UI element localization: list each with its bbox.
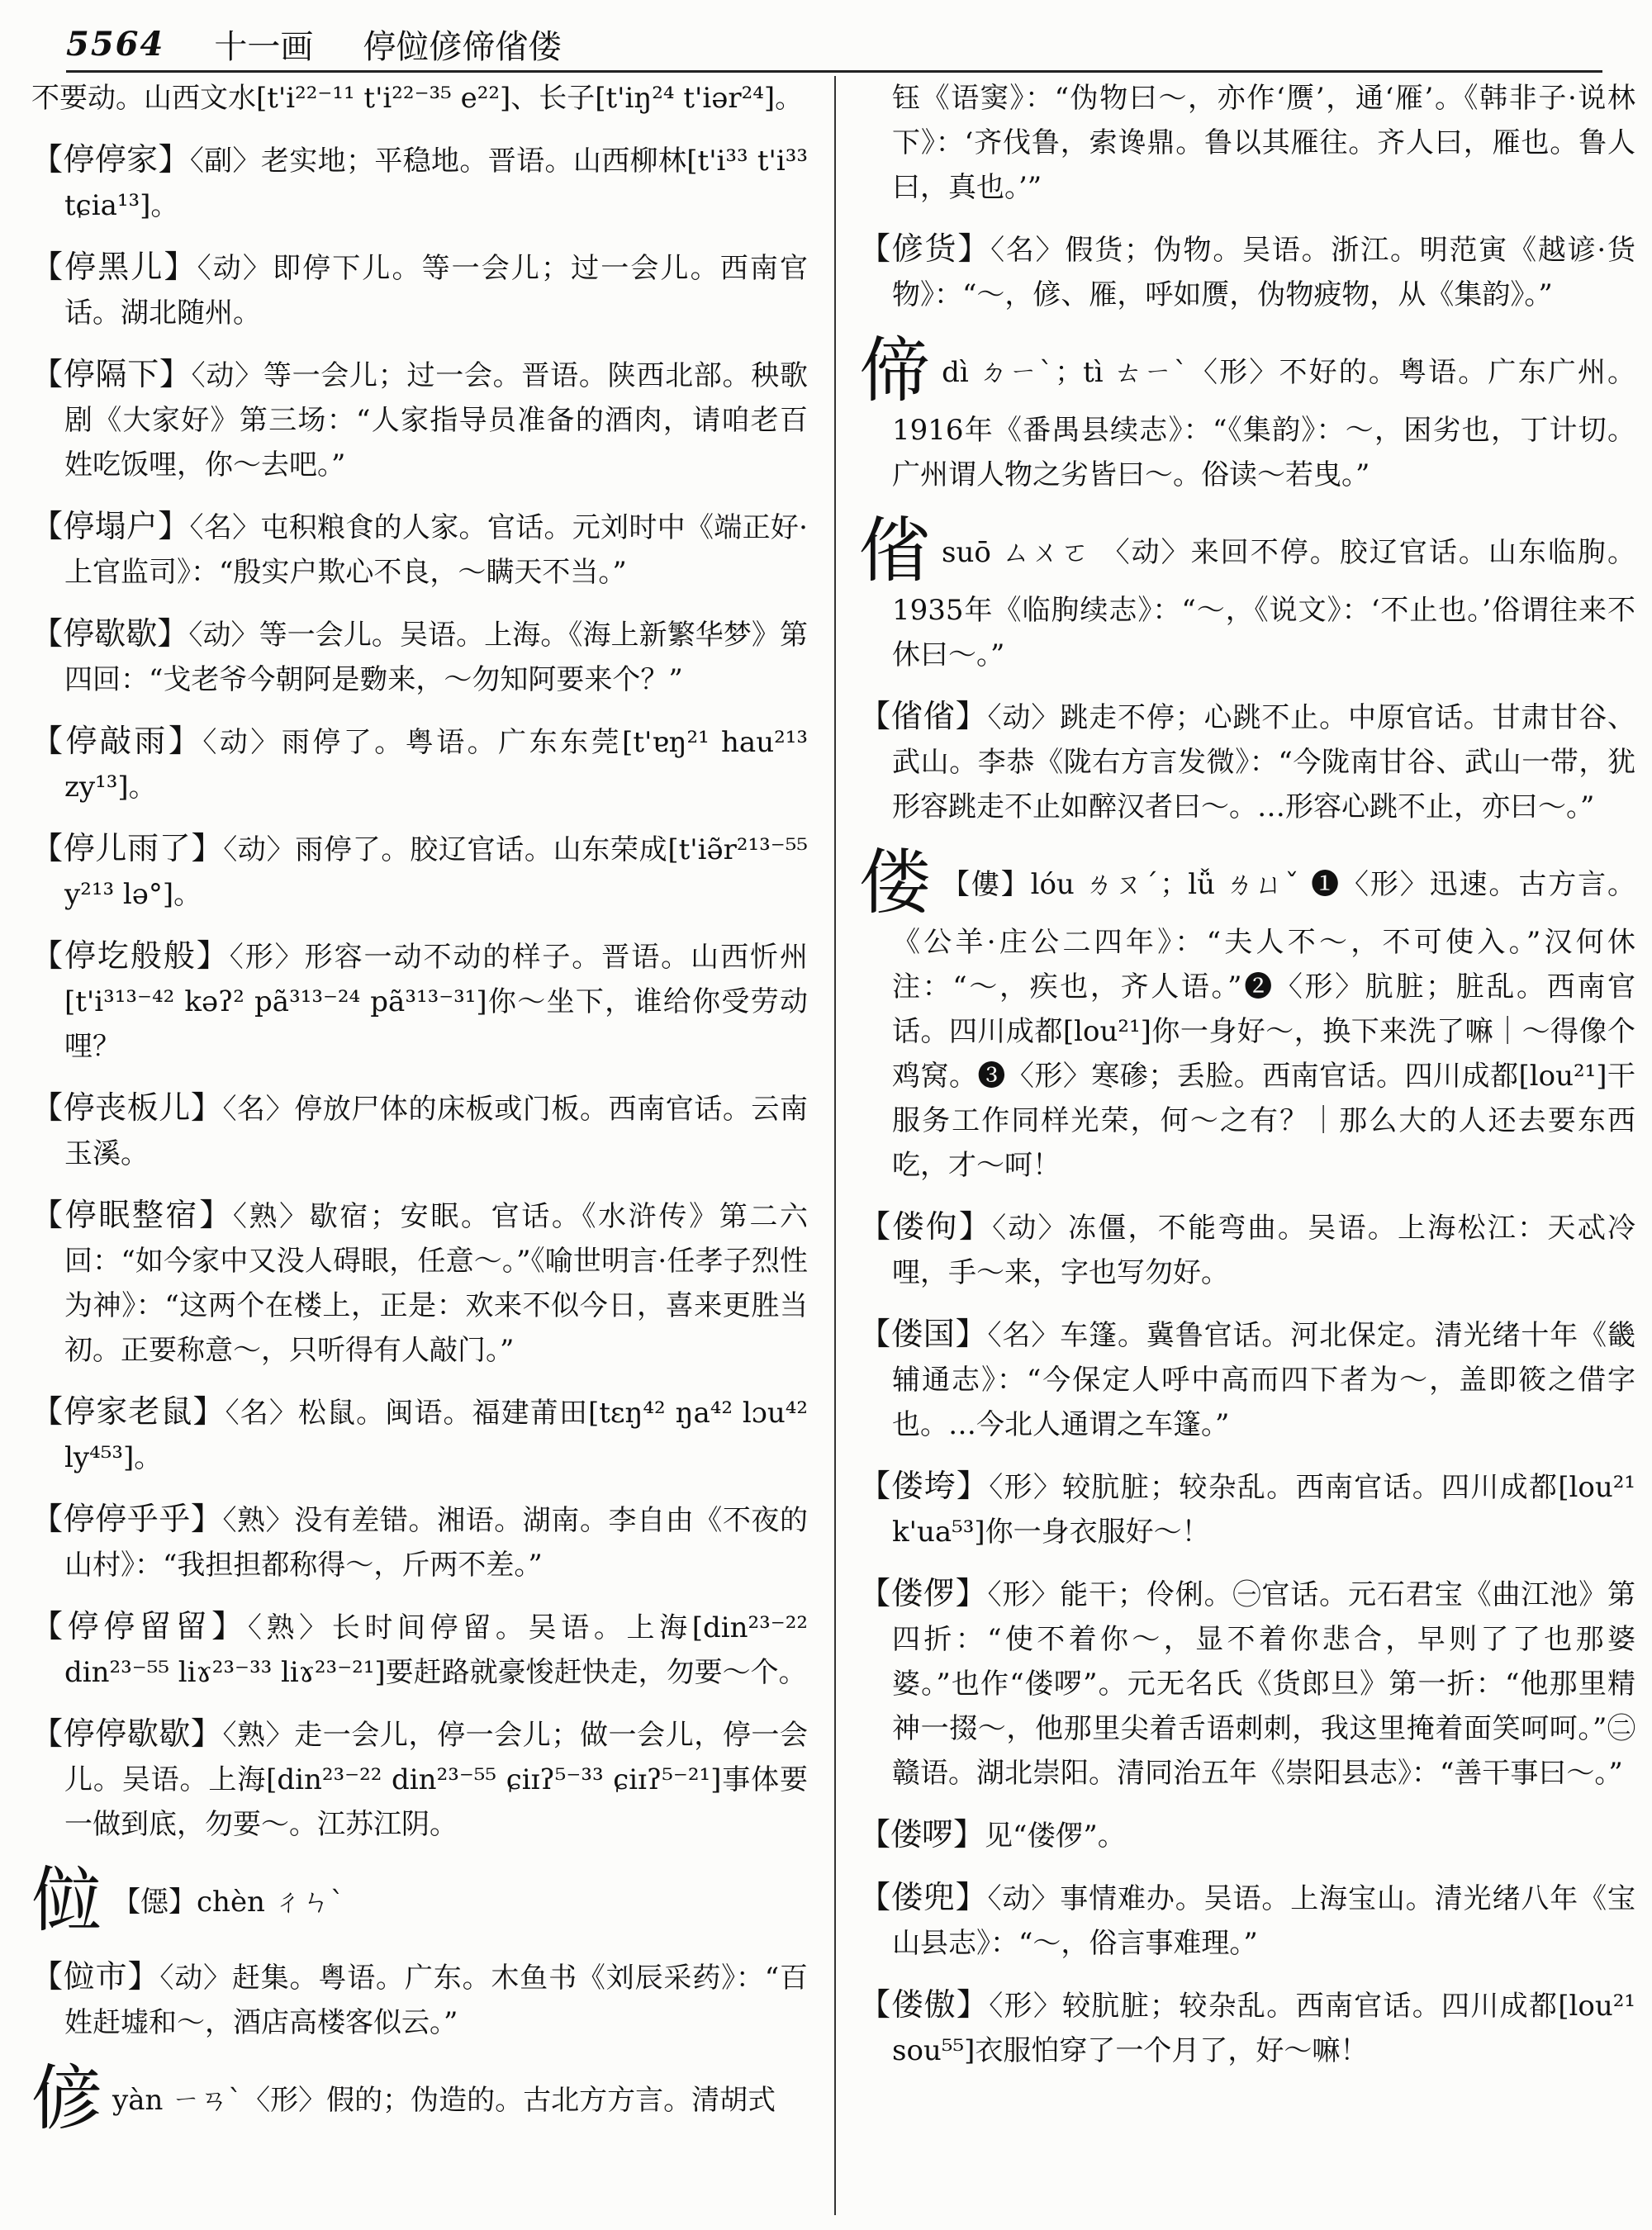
entry-continuation <box>31 76 808 121</box>
compound-entry <box>31 352 808 487</box>
compound-entry <box>859 1875 1635 1966</box>
entry-definition: 〈名〉停放尸体的床板或门板。西南官话。云南玉溪。 <box>64 1093 808 1170</box>
entry-definition: suō ㄙㄨㄛ 〈动〉来回不停。胶辽官话。山东临朐。1935年《临朐续志》：“～，《说文》：‘不止也。’俗谓往来不休曰～。” <box>892 536 1635 671</box>
compound-entry <box>31 1711 808 1847</box>
compound-entry <box>31 504 808 595</box>
entry-headword: 【偐货】 <box>859 230 991 267</box>
compound-entry <box>31 1193 808 1373</box>
entry-headword: 【偻啰】 <box>859 1816 985 1853</box>
entry-definition: 〈动〉即停下儿。等一会儿；过一会儿。西南官话。湖北随州。 <box>64 252 808 330</box>
headword-character: 偗 <box>859 510 933 592</box>
entry-definition: 〈动〉雨停了。粤语。广东东莞[t'ɐŋ²¹ hau²¹³ zy¹³]。 <box>64 726 808 804</box>
compound-entry <box>859 1571 1635 1796</box>
entry-definition: 【僫】chèn ㄔㄣˋ <box>112 1886 344 1919</box>
entry-continuation <box>859 76 1635 210</box>
entry-definition: 〈动〉冻僵，不能弯曲。吴语。上海松江：天忒冷哩，手～来，字也写勿好。 <box>892 1212 1635 1289</box>
entry-headword: 【停停乎乎】 <box>31 1501 223 1537</box>
entry-headword: 【停停歇歇】 <box>31 1715 223 1752</box>
page-header <box>66 15 1602 73</box>
entry-headword: 【停塌户】 <box>31 508 190 544</box>
entry-definition: 见“偻㑩”。 <box>985 1820 1126 1853</box>
entry-headword: 【偻垮】 <box>859 1468 990 1504</box>
page-number: 5564 <box>66 24 165 64</box>
entry-headword: 【停家老鼠】 <box>31 1393 225 1430</box>
compound-entry <box>859 1204 1635 1295</box>
entry-definition: 〈动〉雨停了。胶辽官话。山东荣成[t'iə̃r²¹³⁻⁵⁵ y²¹³ lə°]。 <box>64 833 808 911</box>
entry-definition: 〈动〉赶集。粤语。广东。木鱼书《刘辰采药》：“百姓赶墟和～，酒店高楼客似云。” <box>64 1962 808 2039</box>
character-entry <box>31 1859 808 1942</box>
headword-character: 偻 <box>859 842 932 924</box>
entry-definition: 〈名〉车篷。冀鲁官话。河北保定。清光绪十年《畿辅通志》：“今保定人呼中高而四下者为～，盖即筱之借字也。…今北人通谓之车篷。” <box>892 1319 1635 1441</box>
compound-entry <box>31 611 808 702</box>
headword-character: 傡 <box>31 1859 102 1942</box>
entry-headword: 【傡市】 <box>31 1958 160 1995</box>
entry-headword: 【偻㑩】 <box>859 1575 988 1611</box>
compound-entry <box>859 1312 1635 1447</box>
column-divider <box>834 76 836 2215</box>
compound-entry <box>859 694 1635 829</box>
entry-headword: 【停儿雨了】 <box>31 830 224 866</box>
header-rule <box>66 70 1602 73</box>
compound-entry <box>31 1085 808 1176</box>
entry-definition: 〈熟〉长时间停留。吴语。上海[din²³⁻²² din²³⁻⁵⁵ liɤ²³⁻³³ liɤ²³⁻²¹]要赶路就豪悛赶快走，勿要～个。 <box>64 1611 808 1689</box>
compound-entry <box>31 826 808 917</box>
entry-definition: 〈形〉较肮脏；较杂乱。西南官话。四川成都[lou²¹ sou⁵⁵]衣服怕穿了一个月了，好～嘛！ <box>892 1990 1635 2067</box>
entry-headword: 【停丧板儿】 <box>31 1089 223 1126</box>
entry-headword: 【偻国】 <box>859 1316 988 1352</box>
entry-headword: 【停眠整宿】 <box>31 1197 233 1233</box>
entry-definition: 钰《语窦》：“伪物曰～，亦作‘赝’，通‘雁’。《韩非子·说林下》：‘齐伐鲁，索谗鼎。鲁以其雁往。齐人曰，雁也。鲁人曰，真也。’” <box>892 82 1635 204</box>
compound-entry <box>859 226 1635 317</box>
entry-headword: 【停黑儿】 <box>31 249 197 285</box>
compound-entry <box>31 1604 808 1695</box>
entry-definition: 〈动〉等一会儿；过一会。晋语。陕西北部。秧歌剧《大家好》第三场：“人家指导员准备的酒肉，请咱老百姓吃饭哩，你～去吧。” <box>64 359 808 482</box>
entry-definition: 〈形〉形容一动不动的样子。晋语。山西忻州[t'i³¹³⁻⁴² kəʔ² pã³¹³⁻²⁴ pã³¹³⁻³¹]你～坐下，谁给你受劳动哩？ <box>64 941 808 1063</box>
entry-headword: 【停隔下】 <box>31 356 192 392</box>
entry-definition: 〈副〉老实地；平稳地。晋语。山西柳林[t'i³³ t'i³³ tɕia¹³]。 <box>64 145 808 222</box>
entry-definition: 〈动〉等一会儿。吴语。上海。《海上新繁华梦》第四回：“戈老爷今朝阿是覅来，～勿知阿要来个？” <box>64 619 808 696</box>
character-entry <box>31 2057 808 2140</box>
entry-headword: 【偗偗】 <box>859 698 988 734</box>
running-headwords: 停傡偐偙偗偻 <box>363 27 562 66</box>
entry-definition: 不要动。山西文水[t'i²²⁻¹¹ t'i²²⁻³⁵ e²²]、长子[t'iŋ²⁴ t'iər²⁴]。 <box>31 82 804 115</box>
entry-headword: 【偻佝】 <box>859 1208 993 1245</box>
character-entry <box>859 330 1635 497</box>
entry-headword: 【停歇歇】 <box>31 615 189 652</box>
entry-headword: 【偻傲】 <box>859 1986 990 2023</box>
compound-entry <box>31 244 808 335</box>
compound-entry <box>31 933 808 1069</box>
entry-definition: 〈动〉事情难办。吴语。上海宝山。清光绪八年《宝山县志》：“～，俗言事难理。” <box>892 1882 1635 1960</box>
entry-definition: 〈熟〉没有差错。湘语。湖南。李自由《不夜的山村》：“我担担都称得～，斤两不差。” <box>64 1504 808 1582</box>
entry-definition: 【僂】lóu ㄌㄡˊ；lǚ ㄌㄩˇ ❶〈形〉迅速。古方言。《公羊·庄公二四年》：“夫人不～，不可使入。”汉何休注：“～，疾也，齐人语。”❷〈形〉肮脏；脏乱。西南官话。四川成都[lou²¹]你一身好～，换下来洗了嘛｜～得像个鸡窝。❸〈形〉寒碜；丢脸。西南官话。四川成都[lou²¹]干服务工作同样光荣，何～之有？｜那么大的人还去要东西吃，才～呵！ <box>892 868 1635 1182</box>
left-column <box>31 76 808 2215</box>
entry-definition: 〈动〉跳走不停；心跳不止。中原官话。甘肃甘谷、武山。李恭《陇右方言发微》：“今陇南甘谷、武山一带，犹形容跳走不止如醉汉者曰～。…形容心跳不止，亦曰～。” <box>892 701 1635 823</box>
entry-headword: 【停停留留】 <box>31 1608 248 1644</box>
entry-headword: 【偻兜】 <box>859 1879 988 1915</box>
entry-definition: 〈名〉屯积粮食的人家。官话。元刘时中《端正好·上官监司》：“殷实户欺心不良，～瞒天不当。” <box>64 511 808 589</box>
entry-definition: dì ㄉㄧˋ；tì ㄊㄧˋ〈形〉不好的。粤语。广东广州。1916年《番禺县续志》：“《集韵》：～，困劣也，丁计切。广州谓人物之劣皆曰～。俗读～若曳。” <box>892 356 1635 491</box>
headword-character: 偙 <box>859 330 933 412</box>
entry-definition: 〈名〉假货；伪物。吴语。浙江。明范寅《越谚·货物》：“～，偐、雁，呼如赝，伪物疲物，从《集韵》。” <box>892 234 1635 311</box>
compound-entry <box>31 137 808 228</box>
character-entry <box>859 842 1635 1188</box>
compound-entry <box>859 1812 1635 1858</box>
entry-definition: 〈熟〉走一会儿，停一会儿；做一会儿，停一会儿。吴语。上海[din²³⁻²² din²³⁻⁵⁵ ɕiɪʔ⁵⁻³³ ɕiɪʔ⁵⁻²¹]事体要一做到底，勿要～。江苏江阴。 <box>64 1719 808 1841</box>
compound-entry <box>859 1982 1635 2073</box>
compound-entry <box>859 1464 1635 1554</box>
compound-entry <box>31 1497 808 1587</box>
entry-definition: 〈形〉能干；伶俐。㊀官话。元石君宝《曲江池》第四折：“使不着你～，显不着你悲合，早则了了也那婆婆。”也作“偻啰”。元无名氏《货郎旦》第一折：“他那里精神一掇～，他那里尖着舌语刺刺，我这里掩着面笑呵呵。”㊁赣语。湖北崇阳。清同治五年《崇阳县志》：“善干事曰～。” <box>892 1578 1635 1790</box>
entry-definition: 〈形〉较肮脏；较杂乱。西南官话。四川成都[lou²¹ k'ua⁵³]你一身衣服好～！ <box>892 1471 1635 1549</box>
entry-definition: yàn ㄧㄢˋ〈形〉假的；伪造的。古北方方言。清胡式 <box>112 2084 776 2117</box>
entry-definition: 〈名〉松鼠。闽语。福建莆田[tɛŋ⁴² ŋa⁴² lɔu⁴² ly⁴⁵³]。 <box>64 1397 808 1474</box>
character-entry <box>859 510 1635 677</box>
compound-entry <box>31 719 808 809</box>
compound-entry <box>31 1389 808 1480</box>
entry-headword: 【停圪般般】 <box>31 937 230 974</box>
entry-headword: 【停停家】 <box>31 141 190 178</box>
compound-entry <box>31 1954 808 2045</box>
entry-headword: 【停敲雨】 <box>31 723 203 759</box>
right-column <box>859 76 1635 2215</box>
stroke-section: 十一画 <box>214 27 314 66</box>
headword-character: 偐 <box>31 2057 102 2140</box>
entry-definition: 〈熟〉歇宿；安眠。官话。《水浒传》第二六回：“如今家中又没人碍眼，任意～。”《喻世明言·任孝子烈性为神》：“这两个在楼上，正是：欢来不似今日，喜来更胜当初。正要称意～，只听得有人敲门。” <box>64 1200 808 1367</box>
